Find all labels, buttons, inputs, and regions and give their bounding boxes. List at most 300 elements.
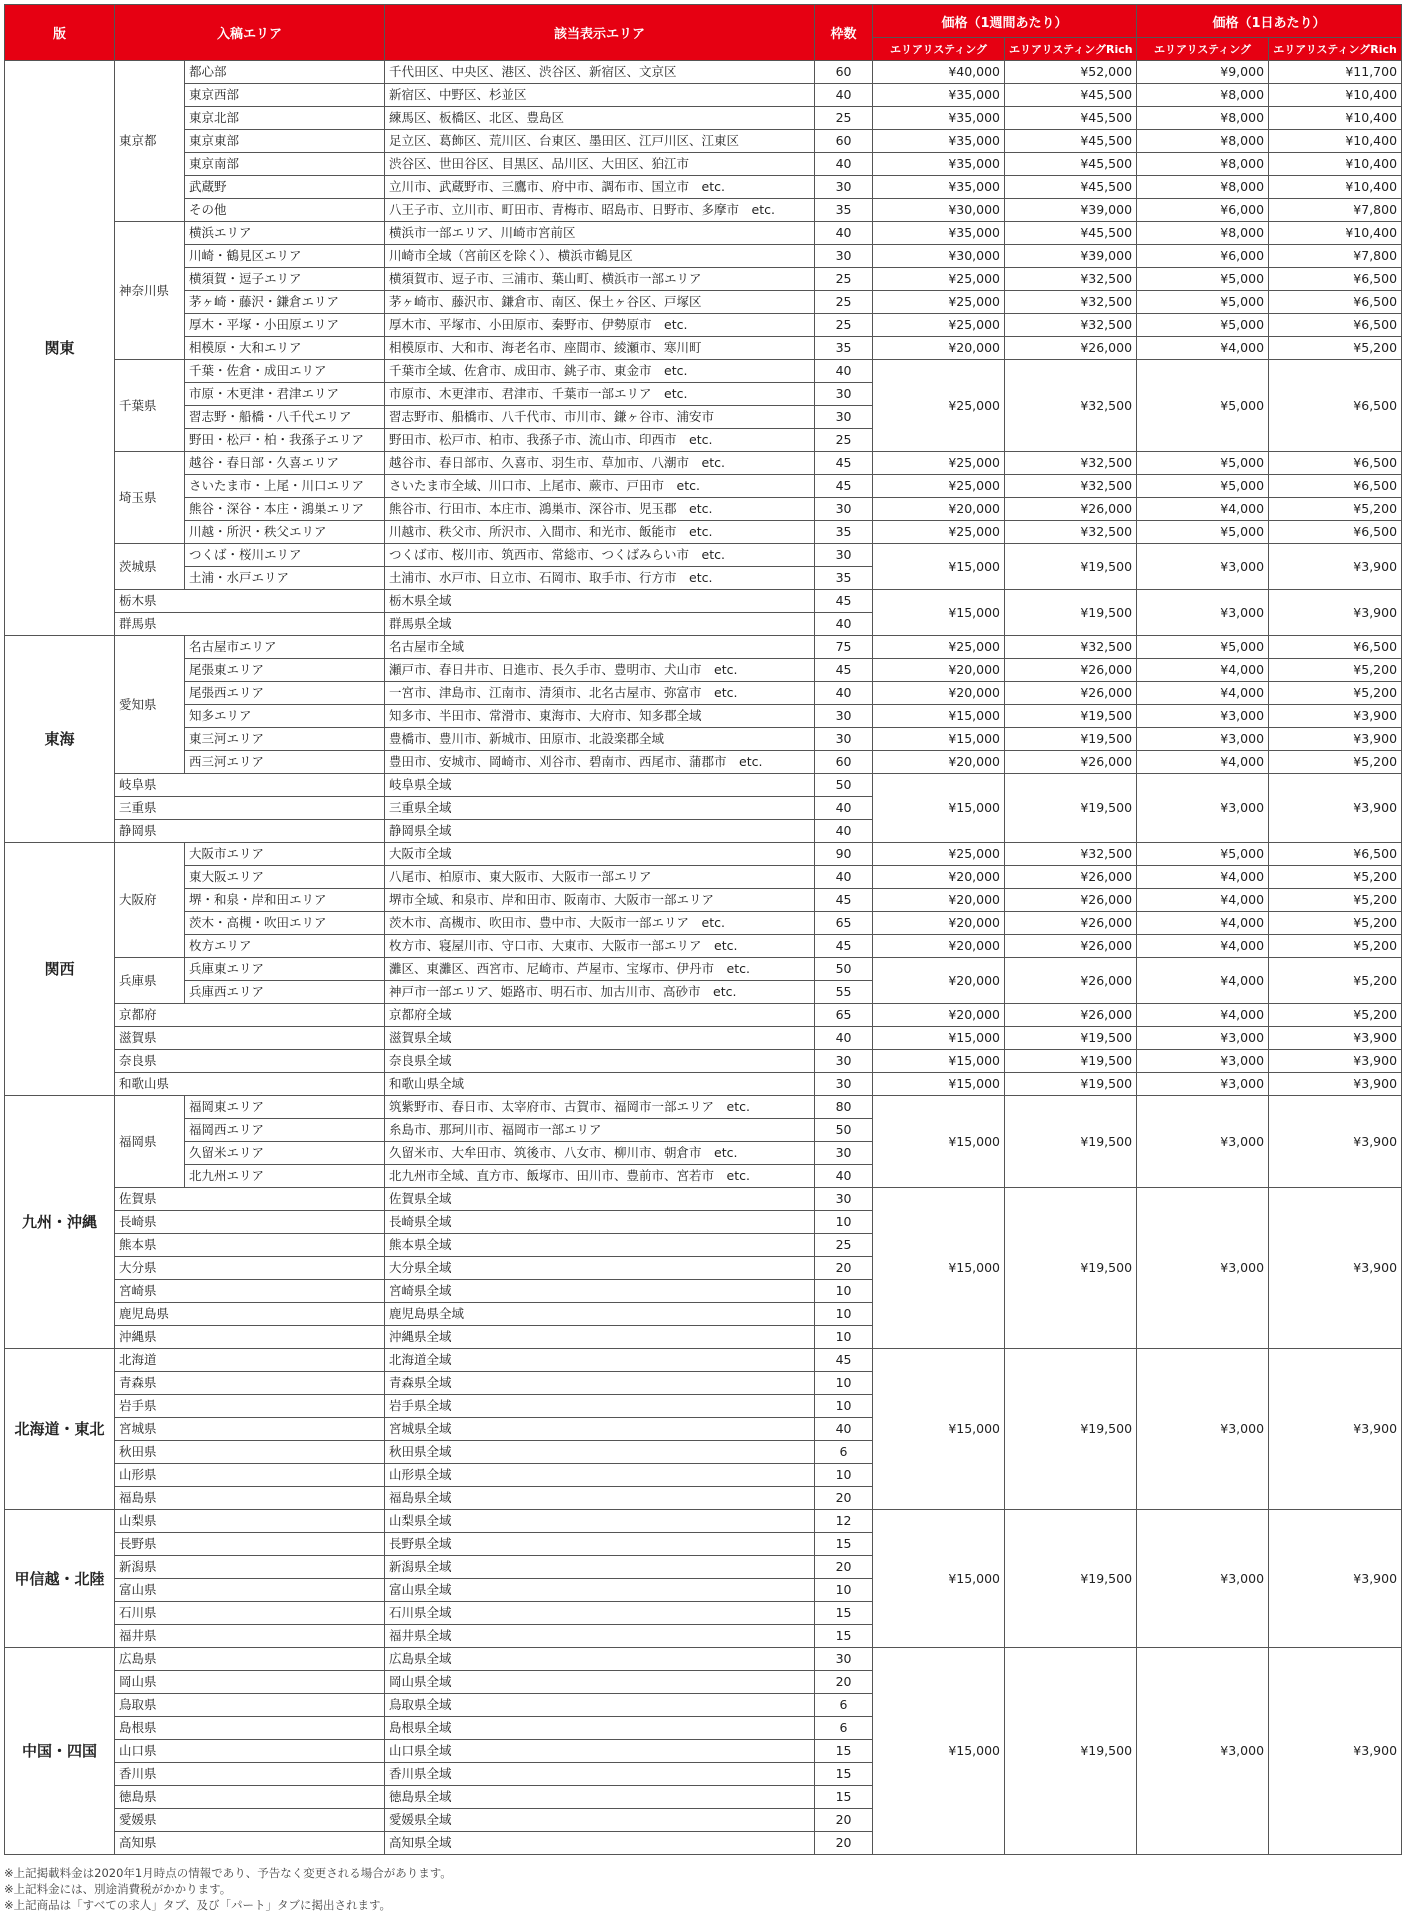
prefecture-name: 長野県 xyxy=(115,1533,385,1556)
area-name: 東京東部 xyxy=(185,130,385,153)
display-area: 岐阜県全域 xyxy=(385,774,815,797)
slot-count: 45 xyxy=(815,1349,873,1372)
slot-count: 60 xyxy=(815,130,873,153)
price-daily-listing-rich: ¥3,900 xyxy=(1269,1648,1402,1855)
area-name: 尾張東エリア xyxy=(185,659,385,682)
display-area: 群馬県全域 xyxy=(385,613,815,636)
price-daily-listing-rich: ¥3,900 xyxy=(1269,705,1402,728)
area-name: 福岡東エリア xyxy=(185,1096,385,1119)
display-area: 宮城県全域 xyxy=(385,1418,815,1441)
table-row xyxy=(5,866,1402,889)
display-area: 横須賀市、逗子市、三浦市、葉山町、横浜市一部エリア xyxy=(385,268,815,291)
prefecture-name: 群馬県 xyxy=(115,613,385,636)
prefecture-name: 静岡県 xyxy=(115,820,385,843)
display-area: 千代田区、中央区、港区、渋谷区、新宿区、文京区 xyxy=(385,61,815,84)
table-row xyxy=(5,774,1402,797)
table-row xyxy=(5,705,1402,728)
display-area: 山口県全域 xyxy=(385,1740,815,1763)
slot-count: 20 xyxy=(815,1809,873,1832)
slot-count: 40 xyxy=(815,360,873,383)
price-weekly-listing: ¥30,000 xyxy=(873,245,1005,268)
slot-count: 10 xyxy=(815,1464,873,1487)
price-daily-listing-rich: ¥10,400 xyxy=(1269,107,1402,130)
price-daily-listing: ¥3,000 xyxy=(1137,1349,1269,1510)
display-area: 大阪市全域 xyxy=(385,843,815,866)
area-name: 兵庫西エリア xyxy=(185,981,385,1004)
price-daily-listing-rich: ¥6,500 xyxy=(1269,314,1402,337)
price-weekly-listing-rich: ¥26,000 xyxy=(1005,1004,1137,1027)
display-area: 川崎市全域（宮前区を除く）、横浜市鶴見区 xyxy=(385,245,815,268)
display-area: 千葉市全域、佐倉市、成田市、銚子市、東金市 etc. xyxy=(385,360,815,383)
table-body xyxy=(5,61,1402,1855)
region-name: 関西 xyxy=(5,843,115,1096)
price-weekly-listing-rich: ¥39,000 xyxy=(1005,245,1137,268)
display-area: さいたま市全域、川口市、上尾市、蕨市、戸田市 etc. xyxy=(385,475,815,498)
price-daily-listing-rich: ¥10,400 xyxy=(1269,153,1402,176)
price-weekly-listing-rich: ¥19,500 xyxy=(1005,590,1137,636)
prefecture-name: 島根県 xyxy=(115,1717,385,1740)
area-name: 千葉・佐倉・成田エリア xyxy=(185,360,385,383)
display-area: 筑紫野市、春日市、太宰府市、古賀市、福岡市一部エリア etc. xyxy=(385,1096,815,1119)
price-weekly-listing: ¥15,000 xyxy=(873,1050,1005,1073)
price-daily-listing-rich: ¥5,200 xyxy=(1269,866,1402,889)
price-weekly-listing-rich: ¥26,000 xyxy=(1005,912,1137,935)
price-weekly-listing: ¥20,000 xyxy=(873,889,1005,912)
slot-count: 30 xyxy=(815,176,873,199)
display-area: 福島県全域 xyxy=(385,1487,815,1510)
price-weekly-listing: ¥25,000 xyxy=(873,291,1005,314)
price-daily-listing-rich: ¥3,900 xyxy=(1269,1027,1402,1050)
slot-count: 12 xyxy=(815,1510,873,1533)
header-waku: 枠数 xyxy=(815,5,873,61)
table-row xyxy=(5,1050,1402,1073)
price-weekly-listing: ¥15,000 xyxy=(873,1188,1005,1349)
table-row xyxy=(5,935,1402,958)
area-name: 川崎・鶴見区エリア xyxy=(185,245,385,268)
slot-count: 30 xyxy=(815,1188,873,1211)
area-name: 尾張西エリア xyxy=(185,682,385,705)
display-area: 山形県全域 xyxy=(385,1464,815,1487)
table-row xyxy=(5,1349,1402,1372)
prefecture-name: 愛媛県 xyxy=(115,1809,385,1832)
display-area: 秋田県全域 xyxy=(385,1441,815,1464)
price-weekly-listing-rich: ¥19,500 xyxy=(1005,1510,1137,1648)
slot-count: 40 xyxy=(815,820,873,843)
table-row xyxy=(5,314,1402,337)
display-area: 徳島県全域 xyxy=(385,1786,815,1809)
price-weekly-listing-rich: ¥32,500 xyxy=(1005,521,1137,544)
price-weekly-listing-rich: ¥26,000 xyxy=(1005,337,1137,360)
display-area: 島根県全域 xyxy=(385,1717,815,1740)
header-daily-price: 価格（1日あたり） xyxy=(1137,5,1402,38)
price-weekly-listing-rich: ¥45,500 xyxy=(1005,153,1137,176)
price-weekly-listing: ¥35,000 xyxy=(873,107,1005,130)
display-area: 高知県全域 xyxy=(385,1832,815,1855)
display-area: 山梨県全域 xyxy=(385,1510,815,1533)
prefecture-name: 沖縄県 xyxy=(115,1326,385,1349)
display-area: 富山県全域 xyxy=(385,1579,815,1602)
table-row xyxy=(5,1004,1402,1027)
price-daily-listing-rich: ¥6,500 xyxy=(1269,843,1402,866)
area-pricing-table xyxy=(4,4,1402,1855)
price-daily-listing-rich: ¥3,900 xyxy=(1269,774,1402,843)
table-row xyxy=(5,291,1402,314)
slot-count: 25 xyxy=(815,1234,873,1257)
table-row xyxy=(5,1188,1402,1211)
area-name: さいたま市・上尾・川口エリア xyxy=(185,475,385,498)
price-daily-listing-rich: ¥7,800 xyxy=(1269,245,1402,268)
price-weekly-listing-rich: ¥19,500 xyxy=(1005,728,1137,751)
price-weekly-listing: ¥20,000 xyxy=(873,958,1005,1004)
display-area: 久留米市、大牟田市、筑後市、八女市、柳川市、朝倉市 etc. xyxy=(385,1142,815,1165)
prefecture-name: 埼玉県 xyxy=(115,452,185,544)
area-name: 久留米エリア xyxy=(185,1142,385,1165)
price-weekly-listing: ¥20,000 xyxy=(873,866,1005,889)
display-area: 糸島市、那珂川市、福岡市一部エリア xyxy=(385,1119,815,1142)
price-daily-listing: ¥4,000 xyxy=(1137,498,1269,521)
slot-count: 15 xyxy=(815,1533,873,1556)
price-daily-listing-rich: ¥3,900 xyxy=(1269,728,1402,751)
price-weekly-listing-rich: ¥32,500 xyxy=(1005,843,1137,866)
display-area: 土浦市、水戸市、日立市、石岡市、取手市、行方市 etc. xyxy=(385,567,815,590)
prefecture-name: 東京都 xyxy=(115,61,185,222)
price-daily-listing: ¥4,000 xyxy=(1137,912,1269,935)
price-weekly-listing: ¥35,000 xyxy=(873,176,1005,199)
display-area: 長野県全域 xyxy=(385,1533,815,1556)
display-area: 和歌山県全域 xyxy=(385,1073,815,1096)
slot-count: 20 xyxy=(815,1832,873,1855)
prefecture-name: 福井県 xyxy=(115,1625,385,1648)
display-area: 北海道全域 xyxy=(385,1349,815,1372)
price-weekly-listing: ¥15,000 xyxy=(873,705,1005,728)
prefecture-name: 岩手県 xyxy=(115,1395,385,1418)
slot-count: 30 xyxy=(815,1073,873,1096)
area-name: 川越・所沢・秩父エリア xyxy=(185,521,385,544)
footnote: ※上記掲載料金は2020年1月時点の情報であり、予告なく変更される場合があります。 xyxy=(4,1866,452,1880)
price-weekly-listing-rich: ¥19,500 xyxy=(1005,1648,1137,1855)
price-daily-listing: ¥5,000 xyxy=(1137,452,1269,475)
prefecture-name: 山口県 xyxy=(115,1740,385,1763)
price-weekly-listing: ¥15,000 xyxy=(873,590,1005,636)
display-area: 灘区、東灘区、西宮市、尼崎市、芦屋市、宝塚市、伊丹市 etc. xyxy=(385,958,815,981)
area-name: 都心部 xyxy=(185,61,385,84)
price-daily-listing: ¥5,000 xyxy=(1137,314,1269,337)
region-name: 中国・四国 xyxy=(5,1648,115,1855)
prefecture-name: 熊本県 xyxy=(115,1234,385,1257)
area-name: 茨木・高槻・吹田エリア xyxy=(185,912,385,935)
slot-count: 20 xyxy=(815,1671,873,1694)
price-weekly-listing: ¥40,000 xyxy=(873,61,1005,84)
slot-count: 40 xyxy=(815,222,873,245)
slot-count: 6 xyxy=(815,1441,873,1464)
prefecture-name: 大阪府 xyxy=(115,843,185,958)
prefecture-name: 神奈川県 xyxy=(115,222,185,360)
price-weekly-listing-rich: ¥26,000 xyxy=(1005,866,1137,889)
slot-count: 35 xyxy=(815,521,873,544)
price-weekly-listing-rich: ¥32,500 xyxy=(1005,291,1137,314)
price-daily-listing-rich: ¥10,400 xyxy=(1269,84,1402,107)
prefecture-name: 香川県 xyxy=(115,1763,385,1786)
price-daily-listing: ¥3,000 xyxy=(1137,1073,1269,1096)
price-weekly-listing: ¥15,000 xyxy=(873,1027,1005,1050)
area-name: 東京南部 xyxy=(185,153,385,176)
price-weekly-listing-rich: ¥32,500 xyxy=(1005,452,1137,475)
price-daily-listing: ¥4,000 xyxy=(1137,958,1269,1004)
prefecture-name: 岐阜県 xyxy=(115,774,385,797)
price-weekly-listing: ¥35,000 xyxy=(873,153,1005,176)
price-daily-listing-rich: ¥7,800 xyxy=(1269,199,1402,222)
price-daily-listing-rich: ¥3,900 xyxy=(1269,544,1402,590)
prefecture-name: 兵庫県 xyxy=(115,958,185,1004)
table-row xyxy=(5,498,1402,521)
area-name: 西三河エリア xyxy=(185,751,385,774)
prefecture-name: 青森県 xyxy=(115,1372,385,1395)
display-area: 福井県全域 xyxy=(385,1625,815,1648)
price-weekly-listing-rich: ¥19,500 xyxy=(1005,1188,1137,1349)
price-weekly-listing-rich: ¥45,500 xyxy=(1005,176,1137,199)
slot-count: 65 xyxy=(815,912,873,935)
header-daily-listing-rich: エリアリスティングRich xyxy=(1269,38,1402,61)
price-weekly-listing: ¥25,000 xyxy=(873,360,1005,452)
area-name: 習志野・船橋・八千代エリア xyxy=(185,406,385,429)
price-daily-listing: ¥4,000 xyxy=(1137,659,1269,682)
price-weekly-listing-rich: ¥32,500 xyxy=(1005,636,1137,659)
price-daily-listing: ¥3,000 xyxy=(1137,1027,1269,1050)
table-row xyxy=(5,268,1402,291)
price-daily-listing: ¥8,000 xyxy=(1137,222,1269,245)
slot-count: 45 xyxy=(815,889,873,912)
prefecture-name: 栃木県 xyxy=(115,590,385,613)
price-daily-listing-rich: ¥10,400 xyxy=(1269,176,1402,199)
slot-count: 30 xyxy=(815,245,873,268)
price-daily-listing-rich: ¥3,900 xyxy=(1269,1050,1402,1073)
display-area: 新潟県全域 xyxy=(385,1556,815,1579)
price-weekly-listing: ¥35,000 xyxy=(873,84,1005,107)
display-area: 渋谷区、世田谷区、目黒区、品川区、大田区、狛江市 xyxy=(385,153,815,176)
price-daily-listing: ¥6,000 xyxy=(1137,245,1269,268)
table-row xyxy=(5,1648,1402,1671)
display-area: 新宿区、中野区、杉並区 xyxy=(385,84,815,107)
price-daily-listing: ¥4,000 xyxy=(1137,337,1269,360)
price-daily-listing-rich: ¥6,500 xyxy=(1269,360,1402,452)
display-area: 栃木県全域 xyxy=(385,590,815,613)
area-name: 福岡西エリア xyxy=(185,1119,385,1142)
table-row xyxy=(5,682,1402,705)
pricing-table-container xyxy=(4,4,1401,1913)
display-area: 青森県全域 xyxy=(385,1372,815,1395)
table-row xyxy=(5,222,1402,245)
price-daily-listing-rich: ¥6,500 xyxy=(1269,291,1402,314)
price-weekly-listing-rich: ¥32,500 xyxy=(1005,268,1137,291)
price-weekly-listing: ¥30,000 xyxy=(873,199,1005,222)
price-daily-listing: ¥3,000 xyxy=(1137,1648,1269,1855)
prefecture-name: 滋賀県 xyxy=(115,1027,385,1050)
display-area: 一宮市、津島市、江南市、清須市、北名古屋市、弥富市 etc. xyxy=(385,682,815,705)
price-daily-listing: ¥5,000 xyxy=(1137,636,1269,659)
display-area: 練馬区、板橋区、北区、豊島区 xyxy=(385,107,815,130)
prefecture-name: 長崎県 xyxy=(115,1211,385,1234)
display-area: 厚木市、平塚市、小田原市、秦野市、伊勢原市 etc. xyxy=(385,314,815,337)
price-weekly-listing-rich: ¥19,500 xyxy=(1005,1027,1137,1050)
slot-count: 30 xyxy=(815,383,873,406)
display-area: 広島県全域 xyxy=(385,1648,815,1671)
prefecture-name: 福岡県 xyxy=(115,1096,185,1188)
price-daily-listing: ¥3,000 xyxy=(1137,1188,1269,1349)
price-daily-listing: ¥5,000 xyxy=(1137,291,1269,314)
price-daily-listing: ¥4,000 xyxy=(1137,866,1269,889)
display-area: 京都府全域 xyxy=(385,1004,815,1027)
slot-count: 30 xyxy=(815,544,873,567)
area-name: 相模原・大和エリア xyxy=(185,337,385,360)
slot-count: 10 xyxy=(815,1395,873,1418)
display-area: 相模原市、大和市、海老名市、座間市、綾瀬市、寒川町 xyxy=(385,337,815,360)
price-weekly-listing: ¥25,000 xyxy=(873,268,1005,291)
area-name: 枚方エリア xyxy=(185,935,385,958)
display-area: 熊谷市、行田市、本庄市、鴻巣市、深谷市、児玉郡 etc. xyxy=(385,498,815,521)
display-area: 知多市、半田市、常滑市、東海市、大府市、知多郡全域 xyxy=(385,705,815,728)
price-weekly-listing-rich: ¥26,000 xyxy=(1005,659,1137,682)
price-weekly-listing: ¥15,000 xyxy=(873,1096,1005,1188)
price-daily-listing: ¥5,000 xyxy=(1137,475,1269,498)
price-daily-listing: ¥8,000 xyxy=(1137,176,1269,199)
slot-count: 40 xyxy=(815,1165,873,1188)
table-row xyxy=(5,889,1402,912)
prefecture-name: 秋田県 xyxy=(115,1441,385,1464)
price-weekly-listing-rich: ¥26,000 xyxy=(1005,751,1137,774)
prefecture-name: 石川県 xyxy=(115,1602,385,1625)
slot-count: 30 xyxy=(815,406,873,429)
slot-count: 6 xyxy=(815,1694,873,1717)
display-area: 愛媛県全域 xyxy=(385,1809,815,1832)
header-weekly-price: 価格（1週間あたり） xyxy=(873,5,1137,38)
area-name: 東京西部 xyxy=(185,84,385,107)
area-name: 土浦・水戸エリア xyxy=(185,567,385,590)
display-area: 豊田市、安城市、岡崎市、刈谷市、碧南市、西尾市、蒲郡市 etc. xyxy=(385,751,815,774)
price-weekly-listing-rich: ¥19,500 xyxy=(1005,705,1137,728)
price-daily-listing-rich: ¥10,400 xyxy=(1269,222,1402,245)
area-name: 大阪市エリア xyxy=(185,843,385,866)
table-row xyxy=(5,912,1402,935)
slot-count: 25 xyxy=(815,429,873,452)
price-daily-listing-rich: ¥11,700 xyxy=(1269,61,1402,84)
display-area: 三重県全域 xyxy=(385,797,815,820)
display-area: 名古屋市全域 xyxy=(385,636,815,659)
table-row xyxy=(5,153,1402,176)
area-name: 東京北部 xyxy=(185,107,385,130)
region-name: 関東 xyxy=(5,61,115,636)
slot-count: 15 xyxy=(815,1740,873,1763)
table-row xyxy=(5,176,1402,199)
display-area: 岩手県全域 xyxy=(385,1395,815,1418)
display-area: 茨木市、高槻市、吹田市、豊中市、大阪市一部エリア etc. xyxy=(385,912,815,935)
table-row xyxy=(5,1027,1402,1050)
display-area: 越谷市、春日部市、久喜市、羽生市、草加市、八潮市 etc. xyxy=(385,452,815,475)
slot-count: 15 xyxy=(815,1763,873,1786)
slot-count: 20 xyxy=(815,1556,873,1579)
area-name: その他 xyxy=(185,199,385,222)
display-area: 静岡県全域 xyxy=(385,820,815,843)
display-area: 佐賀県全域 xyxy=(385,1188,815,1211)
price-daily-listing: ¥4,000 xyxy=(1137,682,1269,705)
price-daily-listing-rich: ¥5,200 xyxy=(1269,659,1402,682)
slot-count: 30 xyxy=(815,498,873,521)
price-daily-listing: ¥4,000 xyxy=(1137,1004,1269,1027)
prefecture-name: 愛知県 xyxy=(115,636,185,774)
table-header xyxy=(5,5,1402,61)
table-row xyxy=(5,130,1402,153)
slot-count: 25 xyxy=(815,291,873,314)
price-daily-listing-rich: ¥5,200 xyxy=(1269,498,1402,521)
slot-count: 20 xyxy=(815,1257,873,1280)
area-name: 堺・和泉・岸和田エリア xyxy=(185,889,385,912)
price-daily-listing: ¥4,000 xyxy=(1137,889,1269,912)
table-row xyxy=(5,107,1402,130)
slot-count: 10 xyxy=(815,1326,873,1349)
price-daily-listing: ¥3,000 xyxy=(1137,705,1269,728)
price-weekly-listing-rich: ¥26,000 xyxy=(1005,958,1137,1004)
display-area: 奈良県全域 xyxy=(385,1050,815,1073)
slot-count: 25 xyxy=(815,314,873,337)
table-row xyxy=(5,452,1402,475)
prefecture-name: 広島県 xyxy=(115,1648,385,1671)
prefecture-name: 京都府 xyxy=(115,1004,385,1027)
price-weekly-listing-rich: ¥52,000 xyxy=(1005,61,1137,84)
price-daily-listing-rich: ¥5,200 xyxy=(1269,751,1402,774)
prefecture-name: 鹿児島県 xyxy=(115,1303,385,1326)
slot-count: 90 xyxy=(815,843,873,866)
display-area: 宮崎県全域 xyxy=(385,1280,815,1303)
prefecture-name: 千葉県 xyxy=(115,360,185,452)
price-daily-listing: ¥3,000 xyxy=(1137,728,1269,751)
area-name: 知多エリア xyxy=(185,705,385,728)
prefecture-name: 岡山県 xyxy=(115,1671,385,1694)
table-row xyxy=(5,337,1402,360)
price-weekly-listing: ¥20,000 xyxy=(873,498,1005,521)
price-weekly-listing-rich: ¥19,500 xyxy=(1005,1073,1137,1096)
price-weekly-listing: ¥25,000 xyxy=(873,475,1005,498)
prefecture-name: 福島県 xyxy=(115,1487,385,1510)
price-weekly-listing-rich: ¥26,000 xyxy=(1005,935,1137,958)
price-daily-listing-rich: ¥3,900 xyxy=(1269,1510,1402,1648)
price-daily-listing-rich: ¥5,200 xyxy=(1269,682,1402,705)
price-weekly-listing-rich: ¥32,500 xyxy=(1005,314,1137,337)
table-row xyxy=(5,843,1402,866)
price-weekly-listing: ¥25,000 xyxy=(873,452,1005,475)
prefecture-name: 和歌山県 xyxy=(115,1073,385,1096)
slot-count: 40 xyxy=(815,866,873,889)
prefecture-name: 山梨県 xyxy=(115,1510,385,1533)
price-weekly-listing: ¥15,000 xyxy=(873,1648,1005,1855)
price-daily-listing: ¥3,000 xyxy=(1137,1096,1269,1188)
price-daily-listing-rich: ¥5,200 xyxy=(1269,958,1402,1004)
price-weekly-listing: ¥20,000 xyxy=(873,682,1005,705)
slot-count: 35 xyxy=(815,199,873,222)
slot-count: 80 xyxy=(815,1096,873,1119)
price-daily-listing-rich: ¥3,900 xyxy=(1269,590,1402,636)
slot-count: 40 xyxy=(815,1418,873,1441)
prefecture-name: 佐賀県 xyxy=(115,1188,385,1211)
price-weekly-listing-rich: ¥19,500 xyxy=(1005,544,1137,590)
slot-count: 15 xyxy=(815,1625,873,1648)
price-daily-listing: ¥4,000 xyxy=(1137,751,1269,774)
display-area: 瀬戸市、春日井市、日進市、長久手市、豊明市、犬山市 etc. xyxy=(385,659,815,682)
table-row xyxy=(5,1073,1402,1096)
price-daily-listing-rich: ¥3,900 xyxy=(1269,1349,1402,1510)
slot-count: 40 xyxy=(815,84,873,107)
price-weekly-listing-rich: ¥32,500 xyxy=(1005,360,1137,452)
price-daily-listing-rich: ¥5,200 xyxy=(1269,1004,1402,1027)
area-name: 名古屋市エリア xyxy=(185,636,385,659)
